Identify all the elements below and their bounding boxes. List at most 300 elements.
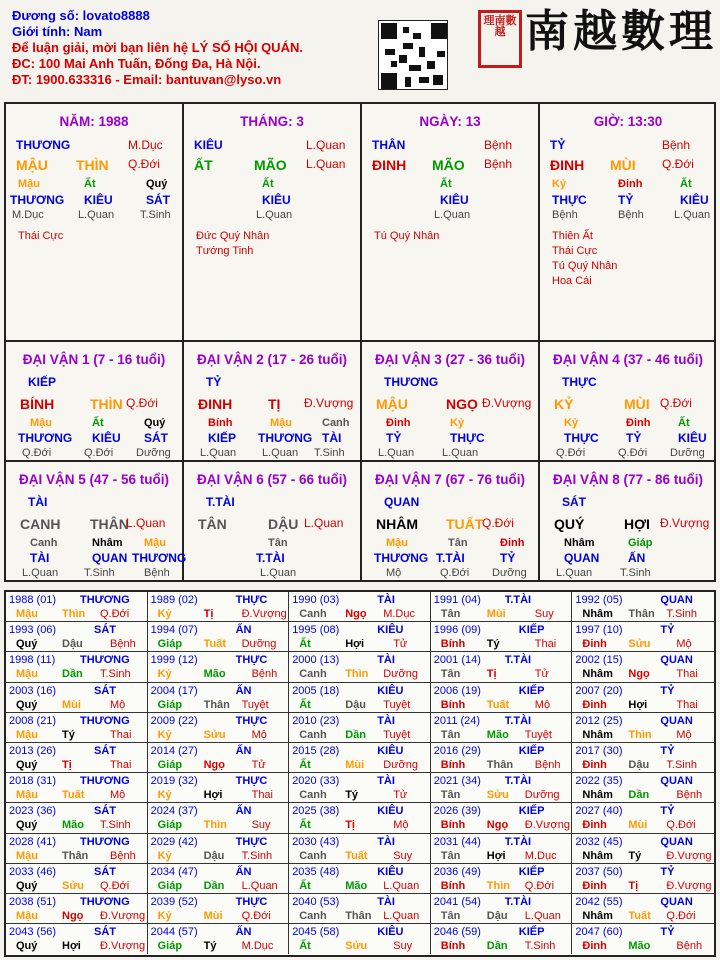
year-cell[interactable] [572,894,714,924]
hidden-stem: Đinh [618,178,643,190]
year-god: ẤN [235,624,252,637]
year-god: TỶ [660,805,675,818]
hidden-stem: Ất [262,178,274,190]
hidden-stem: Quý [146,178,168,190]
luck-period-6[interactable] [184,462,360,580]
branch-state: Đ.Vượng [304,396,354,410]
year-cell[interactable] [572,864,714,894]
year-label: 2030 (43) [292,835,340,848]
stem-god: THÂN [372,138,406,152]
year-cell[interactable] [6,592,148,622]
year-label: 1995 (08) [292,624,340,637]
year-god: ẤN [235,745,252,757]
year-cell[interactable] [148,864,290,894]
year-branch: Ngọ [628,668,650,681]
hidden-state: L.Quan [378,447,415,459]
year-cell[interactable] [431,773,573,803]
year-cell[interactable] [431,864,573,894]
year-cell[interactable] [148,834,290,864]
hidden-god: T.TÀI [256,551,285,565]
year-stem: Bính [440,759,466,771]
year-cell[interactable] [6,834,148,864]
year-label: 2009 (22) [150,714,198,727]
year-god: THƯƠNG [80,835,130,848]
year-state: Đ.Vượng [666,849,712,862]
year-stem: Tân [440,728,461,741]
hidden-stem: Mậu [270,417,292,429]
hidden-god: QUAN [564,551,600,565]
year-god: ẤN [235,865,252,878]
year-cell[interactable] [431,652,573,682]
branch-state: Q.Đới [126,396,158,410]
year-cell[interactable] [431,803,573,833]
year-state: L.Quan [241,879,278,892]
year-god: T.TÀI [504,835,532,848]
hidden-stem: Canh [30,537,58,549]
hidden-stem: Nhâm [564,537,595,549]
year-branch: Hợi [628,698,648,711]
hidden-stem: Kỷ [552,178,567,190]
year-cell[interactable] [148,803,290,833]
year-god: TÀI [377,835,395,848]
year-stem: Tân [440,789,461,802]
year-cell[interactable] [572,834,714,864]
year-stem: Ất [299,879,311,892]
earthly-branch: MÙI [610,157,636,173]
year-cell[interactable] [431,743,573,773]
year-god: SÁT [94,684,116,697]
year-cell[interactable] [6,803,148,833]
year-cell[interactable] [289,834,431,864]
year-branch: Tý [62,728,75,741]
year-cell[interactable] [289,743,431,773]
year-cell[interactable] [6,773,148,803]
year-stem: Kỷ [157,789,172,802]
year-cell[interactable] [572,652,714,682]
year-state: L.Quan [383,910,420,922]
year-branch: Tuất [203,638,226,651]
chart-board [4,102,716,582]
year-branch: Hợi [486,849,506,862]
earthly-branch: DẬU [268,516,299,532]
year-stem: Nhâm [582,608,613,620]
year-label: 2024 (37) [150,805,198,818]
year-stem: Bính [440,698,466,711]
year-state: Q.Đới [524,879,555,892]
stem-god: KIẾP [28,375,57,389]
hidden-state: Bệnh [618,209,644,221]
year-god: THỰC [235,714,268,727]
luck-title: ĐẠI VẬN 7 (67 - 76 tuổi) [374,472,526,487]
year-god: QUAN [660,775,693,788]
year-stem: Bính [440,638,466,651]
year-label: 2010 (23) [292,714,340,727]
hidden-stem: Canh [322,417,350,429]
hidden-stem: Ất [84,178,96,190]
hidden-god: KIẾP [208,431,237,445]
branch-state: L.Quan [306,157,346,171]
hidden-god: THỰC [450,431,485,445]
year-state: Suy [251,819,271,832]
year-cell[interactable] [289,924,431,954]
year-cell[interactable] [431,683,573,713]
hidden-stem: Kỷ [450,417,465,429]
hidden-stem: Đinh [386,417,411,429]
year-stem: Giáp [157,819,183,832]
year-stem: Nhâm [582,849,613,862]
annual-years-grid [4,590,716,957]
stem-god: SÁT [562,495,586,509]
hidden-stem: Bính [208,417,233,429]
year-state: Tử [534,668,549,681]
year-stem: Kỷ [157,910,172,922]
year-state: Đ.Vượng [666,879,712,892]
year-stem: Giáp [157,879,183,892]
seal-stamp: 理南數越 [478,10,522,68]
year-cell[interactable] [431,713,573,743]
hidden-stem: Ất [678,417,690,429]
hidden-god: KIÊU [84,193,113,207]
hidden-god: TÀI [30,551,50,565]
year-cell[interactable] [6,864,148,894]
year-god: QUAN [660,714,693,727]
year-cell[interactable] [572,622,714,652]
year-branch: Hợi [345,638,365,651]
hidden-god: KIÊU [440,193,469,207]
year-label: 2043 (56) [9,926,57,939]
year-god: T.TÀI [504,654,532,667]
year-label: 2044 (57) [150,926,198,939]
year-cell[interactable] [6,683,148,713]
hidden-state: Bệnh [552,209,578,221]
year-stem: Tân [440,910,461,922]
year-state: Q.Đới [666,910,696,922]
year-cell[interactable] [572,924,714,954]
year-state: Đ.Vượng [100,910,146,922]
year-cell[interactable] [289,894,431,924]
year-stem: Tân [440,668,461,681]
year-branch: Tuất [62,789,85,802]
year-label: 2014 (27) [150,745,198,757]
year-label: 2006 (19) [433,684,481,697]
year-stem: Bính [440,879,466,892]
year-stem: Quý [16,940,38,953]
hidden-god: THƯƠNG [132,551,187,565]
year-god: SÁT [94,926,116,939]
year-stem: Đinh [582,638,607,651]
year-state: Tử [393,789,408,802]
year-state: Tuyệt [383,698,411,711]
year-branch: Tuất [345,849,368,862]
year-stem: Canh [299,849,327,862]
stem-god: THỰC [562,375,597,389]
hidden-god: TỶ [386,431,402,445]
year-cell[interactable] [572,803,714,833]
year-god: TÀI [377,594,395,606]
year-state: Mộ [534,698,551,711]
year-god: T.TÀI [504,594,532,606]
year-cell[interactable] [431,592,573,622]
heavenly-stem: ĐINH [372,157,407,173]
year-god: KIẾP [518,805,545,818]
year-god: THƯƠNG [80,775,130,788]
hidden-god: SÁT [144,431,168,445]
pillar-title: NGÀY: 13 [419,114,481,129]
year-label: 1996 (09) [433,624,481,637]
year-cell[interactable] [6,713,148,743]
year-god: QUAN [660,654,693,667]
luck-period-5[interactable] [6,462,187,580]
year-label: 2003 (16) [9,684,57,697]
year-stem: Nhâm [582,789,613,802]
year-label: 2036 (49) [433,865,481,878]
year-label: 2008 (21) [9,714,57,727]
year-branch: Thân [62,849,89,862]
luck-period-2[interactable] [184,342,360,460]
year-state: Đ.Vượng [241,608,287,620]
branch-state: Bệnh [484,157,513,171]
hidden-state: L.Quan [674,209,711,221]
hidden-stem: Giáp [628,537,653,549]
year-branch: Dần [345,728,366,741]
stem-state: M.Dục [128,138,163,152]
year-god: SÁT [94,745,116,757]
year-cell[interactable] [289,652,431,682]
year-cell[interactable] [148,683,290,713]
year-state: Thai [676,668,698,681]
year-label: 2000 (13) [292,654,340,667]
year-god: THỰC [235,654,268,667]
year-cell[interactable] [431,924,573,954]
year-branch: Mùi [345,759,365,771]
year-cell[interactable] [289,773,431,803]
year-branch: Tuất [486,698,510,711]
year-cell[interactable] [572,683,714,713]
year-state: Đ.Vượng [100,940,146,953]
hidden-stem: Tân [268,537,288,549]
year-stem: Nhâm [582,910,613,922]
year-god: KIÊU [377,805,404,818]
year-branch: Thân [628,608,655,620]
hidden-god: THỰC [552,193,587,207]
year-god: SÁT [94,865,116,878]
year-god: KIẾP [518,926,545,939]
pillar-1 [6,104,182,340]
hidden-state: Dưỡng [670,447,705,459]
year-cell[interactable] [6,743,148,773]
luck-period-4[interactable] [540,342,716,460]
year-god: KIÊU [377,624,404,637]
hidden-god: TỶ [618,193,634,207]
year-label: 2015 (28) [292,745,340,757]
year-god: THƯƠNG [80,896,130,908]
year-cell[interactable] [572,743,714,773]
year-cell[interactable] [289,864,431,894]
year-state: Thai [534,638,557,651]
year-state: Tử [393,638,408,651]
luck-period-1[interactable] [6,342,182,460]
year-state: Q.Đới [241,910,271,922]
year-state: T.Sinh [100,819,131,832]
year-cell[interactable] [289,592,431,622]
year-cell[interactable] [6,924,148,954]
year-cell[interactable] [148,743,290,773]
year-branch: Dậu [345,698,366,711]
star-1: Tướng Tinh [196,245,254,257]
year-god: TÀI [377,654,395,667]
earthly-branch: THÌN [76,157,109,173]
hidden-god: TỶ [500,551,516,565]
hidden-state: L.Quan [256,209,293,221]
year-god: SÁT [94,624,116,637]
year-cell[interactable] [289,683,431,713]
year-cell[interactable] [148,592,290,622]
year-cell[interactable] [572,713,714,743]
hidden-state: L.Quan [22,567,59,579]
year-god: T.TÀI [504,714,532,727]
year-cell[interactable] [148,713,290,743]
year-label: 2020 (33) [292,775,340,788]
year-god: ẤN [235,926,252,939]
year-branch: Mão [628,940,651,953]
year-branch: Tị [486,668,497,681]
year-state: Bệnh [110,849,136,862]
year-label: 1998 (11) [9,654,56,667]
hidden-state: L.Quan [434,209,471,221]
hidden-god: THƯƠNG [10,193,65,207]
earthly-branch: TỊ [268,396,281,412]
earthly-branch: HỢI [624,516,650,532]
pillar-title: GIỜ: 13:30 [593,114,663,129]
year-cell[interactable] [289,622,431,652]
hidden-state: Q.Đới [440,567,470,579]
year-cell[interactable] [6,622,148,652]
hidden-god: TỶ [626,431,642,445]
year-cell[interactable] [148,924,290,954]
stem-state: L.Quan [306,138,346,152]
year-branch: Tị [62,759,72,771]
luck-title: ĐẠI VẬN 6 (57 - 66 tuổi) [196,472,348,487]
year-branch: Ngọ [486,819,509,832]
year-label: 2005 (18) [292,684,340,697]
year-cell[interactable] [6,894,148,924]
hidden-stem: Đinh [626,417,651,429]
year-label: 1999 (12) [150,654,198,667]
year-cell[interactable] [572,773,714,803]
year-branch: Dần [62,668,83,681]
year-branch: Sửu [628,638,651,651]
star-0: Thiên Ất [552,230,593,242]
year-stem: Nhâm [582,668,613,681]
year-cell[interactable] [572,592,714,622]
year-cell[interactable] [148,652,290,682]
year-label: 2022 (35) [575,775,623,788]
year-cell[interactable] [431,894,573,924]
luck-title: ĐẠI VẬN 8 (77 - 86 tuổi) [552,472,704,487]
stem-god: QUAN [384,495,420,509]
year-cell[interactable] [289,713,431,743]
year-stem: Canh [299,789,327,802]
year-state: L.Quan [383,879,420,892]
hidden-state: Bệnh [144,567,170,579]
year-stem: Canh [299,728,327,741]
stem-god: THƯƠNG [384,375,439,389]
year-branch: Mão [345,879,368,892]
year-branch: Thìn [345,668,369,681]
year-stem: Canh [299,668,327,681]
year-label: 2019 (32) [150,775,198,788]
year-label: 2029 (42) [150,835,198,848]
year-cell[interactable] [431,622,573,652]
pillar-4 [540,104,716,340]
year-cell[interactable] [148,894,290,924]
year-label: 2038 (51) [9,896,57,908]
year-label: 2012 (25) [575,714,623,727]
year-stem: Ất [299,638,311,651]
year-stem: Mậu [16,668,38,681]
year-state: L.Quan [524,910,561,922]
year-branch: Thìn [62,608,86,620]
branch-state: Q.Đới [128,157,160,171]
heavenly-stem: NHÂM [376,516,418,532]
year-god: SÁT [94,805,116,818]
year-god: QUAN [660,896,693,908]
year-cell[interactable] [148,773,290,803]
year-branch: Dậu [486,910,508,922]
year-label: 2028 (41) [9,835,57,848]
year-god: ẤN [235,805,252,818]
year-state: Mộ [251,728,267,741]
year-label: 1994 (07) [150,624,198,637]
year-stem: Quý [16,819,38,832]
year-label: 2033 (46) [9,865,57,878]
year-cell[interactable] [6,652,148,682]
hidden-stem: Ất [680,178,692,190]
year-cell[interactable] [289,803,431,833]
year-cell[interactable] [431,834,573,864]
year-branch: Thân [345,910,372,922]
year-branch: Sửu [203,728,226,741]
year-branch: Mùi [486,608,506,620]
hidden-stem: Tân [448,537,468,549]
hidden-state: M.Dục [12,209,44,221]
year-stem: Đinh [582,879,607,892]
luck-period-8[interactable] [540,462,716,580]
hidden-state: L.Quan [78,209,115,221]
year-state: Bệnh [110,638,136,651]
qr-code-icon [378,20,448,90]
heavenly-stem: MẬU [16,157,48,173]
year-branch: Hợi [62,940,81,953]
year-stem: Mậu [16,728,38,741]
heavenly-stem: ĐINH [198,396,233,412]
year-state: T.Sinh [666,608,697,620]
year-branch: Tý [345,789,359,802]
year-cell[interactable] [148,622,290,652]
year-stem: Ất [299,819,311,832]
luck-period-7[interactable] [362,462,538,580]
year-stem: Canh [299,608,327,620]
year-stem: Giáp [157,759,183,771]
year-stem: Tân [440,608,461,620]
contact-note: Để luận giải, mời bạn liên hệ LÝ SỐ HỘI QUÁN. [12,40,303,55]
year-state: Mộ [676,728,692,741]
year-label: 1993 (06) [9,624,57,637]
year-state: Bệnh [534,759,561,771]
luck-period-3[interactable] [362,342,538,460]
luck-title: ĐẠI VẬN 4 (37 - 46 tuổi) [552,352,704,367]
phone-email[interactable]: ĐT: 1900.633316 - Email: bantuvan@lyso.vn [12,72,282,87]
